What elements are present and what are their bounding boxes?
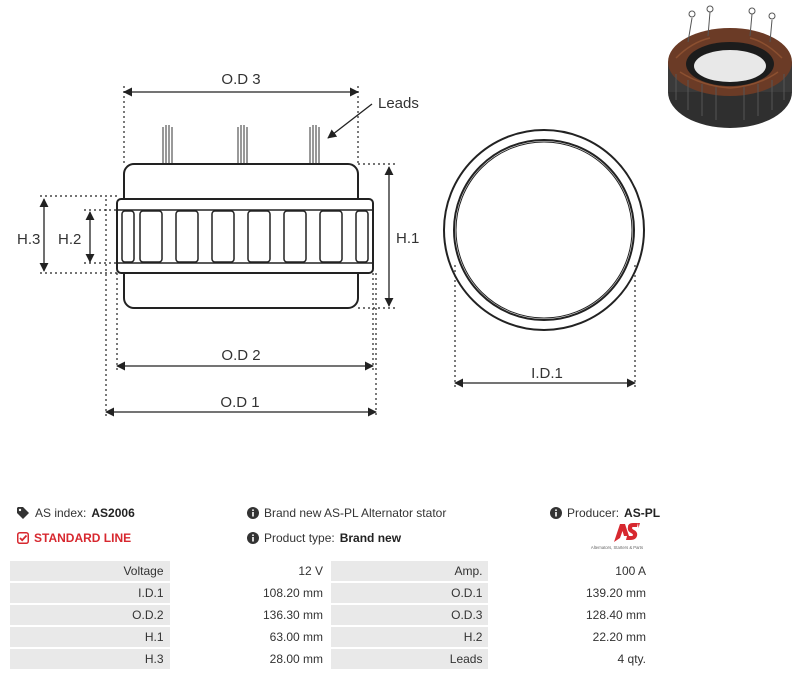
spec-label: H.3	[10, 649, 170, 669]
spec-value: 28.00 mm	[172, 649, 330, 669]
svg-text:Alternators, Starters & Parts: Alternators, Starters & Parts	[590, 545, 644, 550]
tag-icon	[17, 507, 30, 519]
spec-label: I.D.1	[10, 583, 170, 603]
spec-label: O.D.2	[10, 605, 170, 625]
producer-value: AS-PL	[624, 506, 661, 520]
check-square-icon	[17, 532, 29, 544]
lead-wires	[163, 125, 319, 165]
description-text: Brand new AS-PL Alternator stator	[264, 506, 447, 520]
info-icon	[550, 507, 562, 519]
table-row	[10, 649, 652, 669]
spec-label: Amp.	[331, 561, 488, 581]
id1-label: I.D.1	[531, 365, 563, 382]
standard-line	[17, 531, 131, 545]
as-index-label: AS index:	[35, 506, 87, 520]
spec-label: H.1	[10, 627, 170, 647]
standard-line-text: STANDARD LINE	[34, 531, 132, 545]
stator-ring-view	[444, 130, 644, 330]
spec-value: 4 qty.	[490, 649, 652, 669]
spec-label: O.D.3	[331, 605, 488, 625]
spec-label: Voltage	[10, 561, 170, 581]
spec-value: 100 A	[490, 561, 652, 581]
h1-label: H.1	[396, 230, 420, 247]
producer-label: Producer:	[567, 506, 620, 520]
h3-label: H.3	[17, 231, 41, 248]
table-row	[10, 561, 652, 581]
info-icon	[247, 532, 259, 544]
product-type-label: Product type:	[264, 531, 335, 545]
as-index-value: AS2006	[91, 506, 135, 520]
spec-label: O.D.1	[331, 583, 488, 603]
od2-label: O.D 2	[221, 347, 261, 364]
product-type-value: Brand new	[339, 531, 402, 545]
spec-label: H.2	[331, 627, 488, 647]
product-type	[247, 531, 401, 545]
stator-photo	[662, 2, 798, 140]
spec-value: 128.40 mm	[490, 605, 652, 625]
od3-label: O.D 3	[221, 71, 261, 88]
producer	[550, 506, 660, 520]
od1-label: O.D 1	[220, 394, 260, 411]
spec-value: 108.20 mm	[172, 583, 330, 603]
stator-side-view	[117, 164, 373, 308]
leads-label: Leads	[378, 95, 419, 112]
table-row	[10, 583, 652, 603]
as-pl-logo	[584, 520, 650, 552]
spec-value: 22.20 mm	[490, 627, 652, 647]
table-row	[10, 605, 652, 625]
h2-label: H.2	[58, 231, 82, 248]
spec-label: Leads	[331, 649, 488, 669]
spec-value: 136.30 mm	[172, 605, 330, 625]
as-index	[17, 506, 135, 520]
description	[247, 506, 446, 520]
info-icon	[247, 507, 259, 519]
table-row	[10, 627, 652, 647]
specs-table	[8, 559, 654, 671]
spec-value: 139.20 mm	[490, 583, 652, 603]
spec-value: 12 V	[172, 561, 330, 581]
spec-value: 63.00 mm	[172, 627, 330, 647]
